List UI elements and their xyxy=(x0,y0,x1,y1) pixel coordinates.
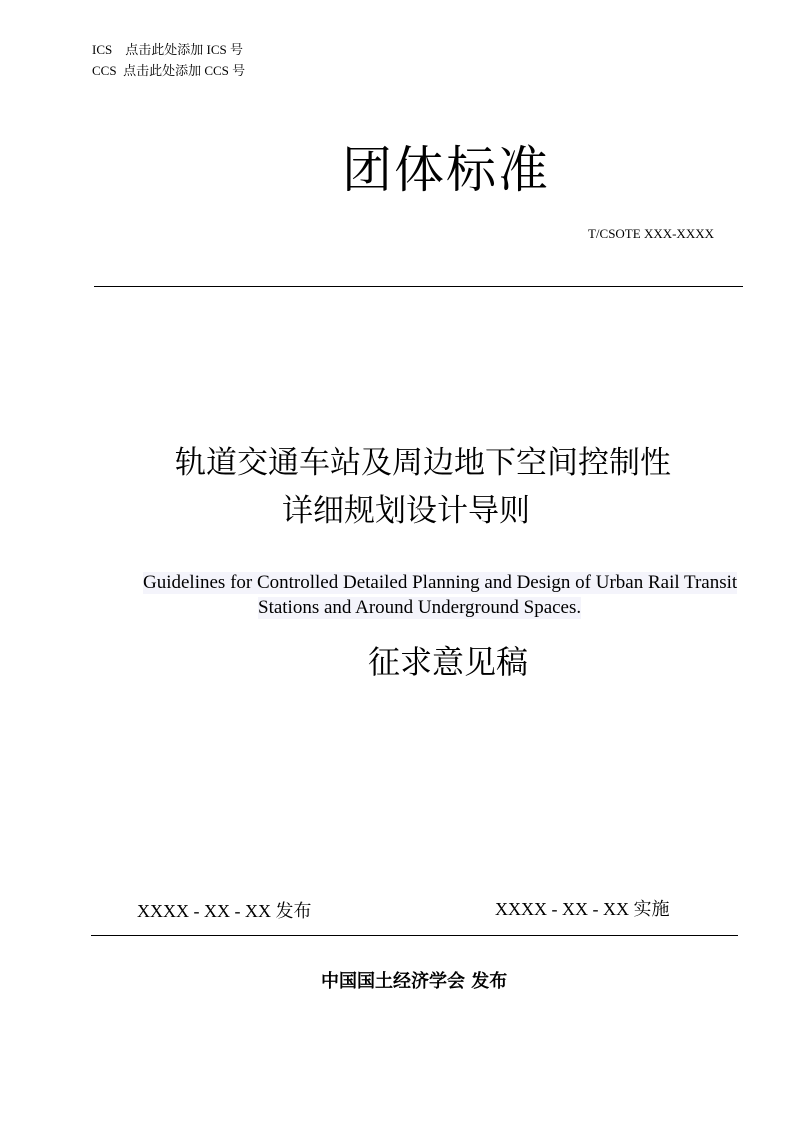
standard-number: T/CSOTE XXX-XXXX xyxy=(587,226,714,241)
title-cn-line-1: 轨道交通车站及周边地下空间控制性 xyxy=(175,445,671,481)
draft-status: 征求意见稿 xyxy=(368,644,529,680)
ccs-line xyxy=(92,60,245,79)
title-en-line-2: Stations and Around Underground Spaces. xyxy=(258,597,582,618)
ccs-label: CCS xyxy=(92,63,117,78)
bottom-divider xyxy=(91,935,738,936)
document-type-heading: 团体标准 xyxy=(342,141,550,199)
implement-date: XXXX - XX - XX 实施 xyxy=(495,899,670,919)
ics-label: ICS xyxy=(92,42,113,57)
ics-line xyxy=(92,39,243,58)
publish-date: XXXX - XX - XX 发布 xyxy=(137,901,312,921)
title-en-line-1: Guidelines for Controlled Detailed Planning and Design of Urban Rail Transit xyxy=(143,572,738,593)
ccs-value-field[interactable]: 点击此处添加 CCS 号 xyxy=(123,63,246,78)
publisher: 中国国土经济学会 发布 xyxy=(321,971,508,992)
title-cn-line-2: 详细规划设计导则 xyxy=(282,493,530,529)
ics-value-field[interactable]: 点击此处添加 ICS 号 xyxy=(125,42,243,57)
top-divider xyxy=(94,286,743,287)
